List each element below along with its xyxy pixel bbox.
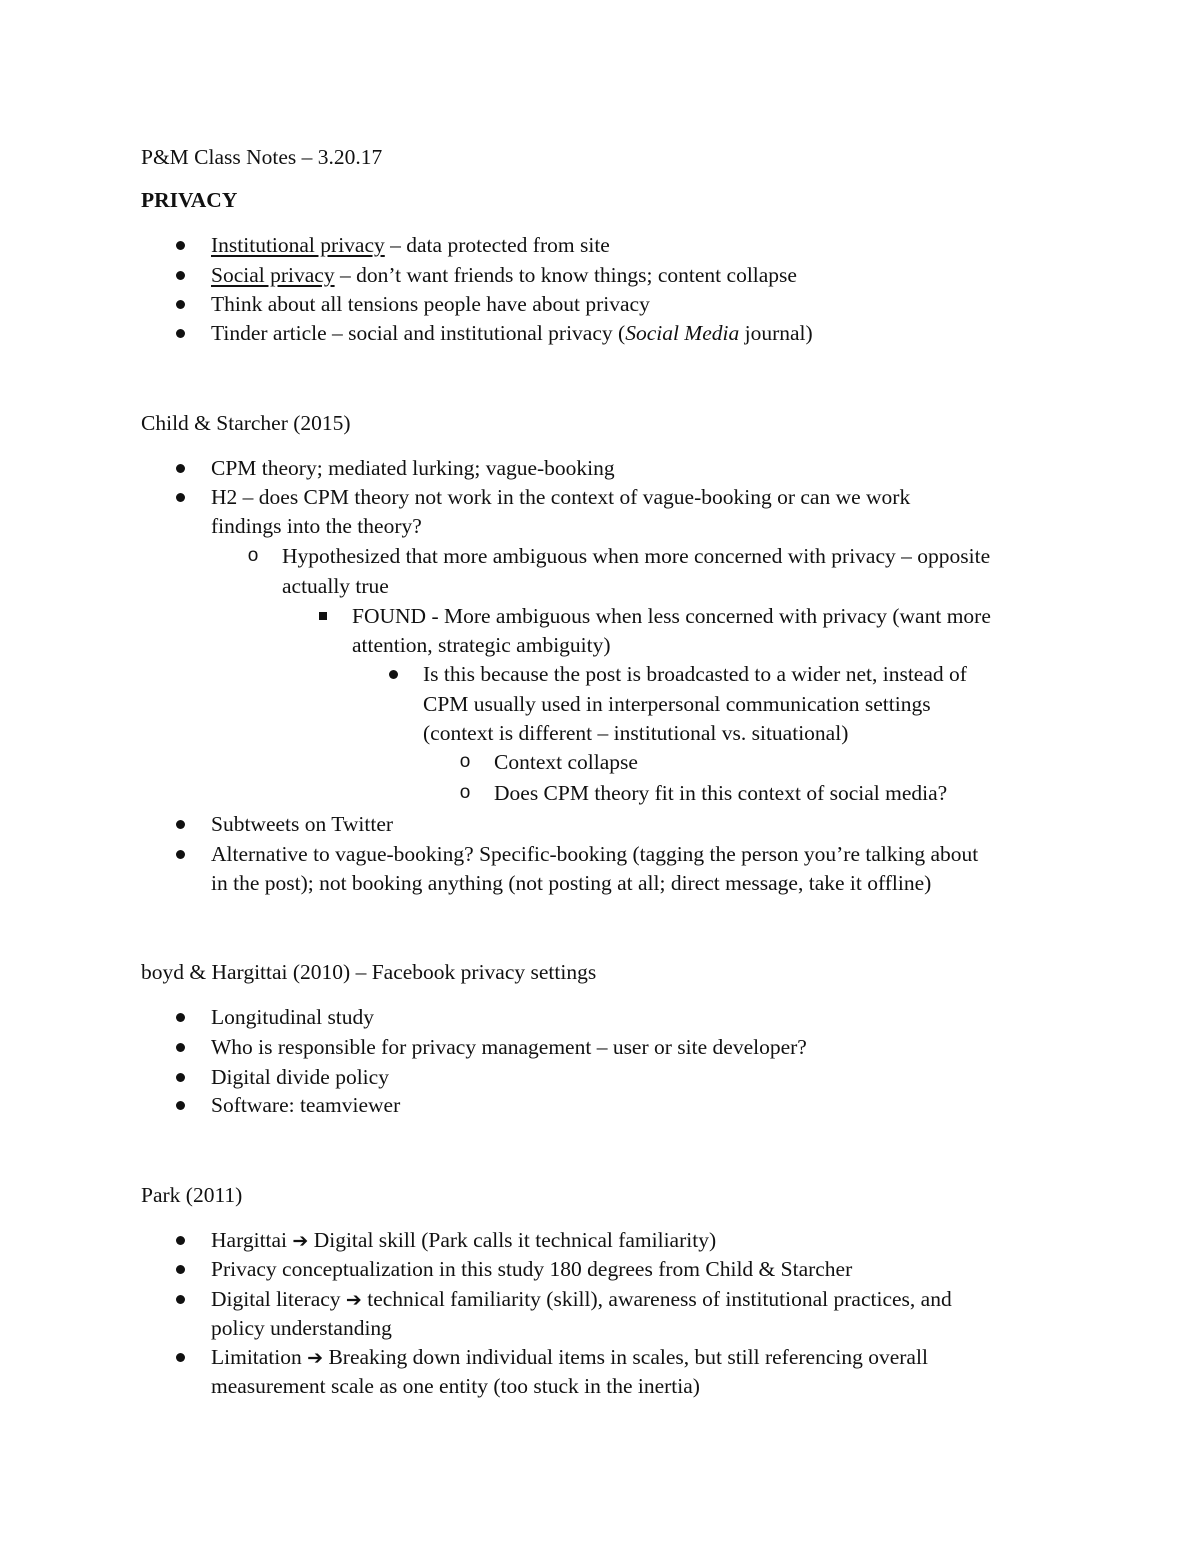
bullet-dot: [170, 1091, 190, 1119]
bullet-dot: [170, 1343, 190, 1371]
term-institutional-privacy: Institutional privacy: [211, 233, 385, 257]
bullet-dot: [383, 660, 403, 688]
list-item: Think about all tensions people have about privacy: [211, 292, 650, 316]
list-item: [211, 261, 797, 289]
sub-list-item: Hypothesized that more ambiguous when more concerned with privacy – opposite: [282, 544, 991, 568]
list-item-text: Breaking down individual items in scales, but still referencing overall: [328, 1345, 928, 1369]
list-item-continuation: findings into the theory?: [211, 514, 422, 538]
journal-title: Social Media: [625, 321, 740, 345]
list-item: Software: teamviewer: [211, 1093, 401, 1117]
level5-list-item: Does CPM theory fit in this context of social media?: [494, 781, 948, 805]
bullet-dot: [170, 1063, 190, 1091]
bullet-dot: [170, 454, 190, 482]
bullet-dot: [170, 810, 190, 838]
level4-list-item: Is this because the post is broadcasted to a wider net, instead of: [423, 662, 967, 686]
list-item: Longitudinal study: [211, 1005, 375, 1029]
list-item-continuation: in the post); not booking anything (not posting at all; direct message, take it offline): [211, 871, 932, 895]
list-item-text: – don’t want friends to know things; content collapse: [334, 263, 797, 287]
level4-list-item-continuation: CPM usually used in interpersonal communication settings: [423, 692, 931, 716]
list-item: [211, 231, 610, 259]
list-item: Alternative to vague-booking? Specific-booking (tagging the person you’re talking about: [211, 842, 979, 866]
list-item: [211, 1226, 716, 1255]
doc-title: P&M Class Notes – 3.20.17: [141, 145, 383, 169]
list-item-continuation: policy understanding: [211, 1316, 392, 1340]
section-heading-boyd-hargittai: boyd & Hargittai (2010) – Facebook privacy settings: [141, 960, 597, 984]
bullet-dot: [170, 483, 190, 511]
bullet-dot: [170, 261, 190, 289]
bullet-dot: [170, 1033, 190, 1061]
bullet-dot: [170, 231, 190, 259]
section-heading-park: Park (2011): [141, 1183, 243, 1207]
sub-list-item-continuation: actually true: [282, 574, 389, 598]
level5-list-item: Context collapse: [494, 750, 638, 774]
section-heading-child-starcher: Child & Starcher (2015): [141, 411, 351, 435]
list-item-text: – data protected from site: [384, 233, 610, 257]
sub-sub-list-item: FOUND - More ambiguous when less concerned with privacy (want more: [352, 604, 991, 628]
level4-list-item-continuation: (context is different – institutional vs. situational): [423, 721, 849, 745]
bullet-dot: [170, 1255, 190, 1283]
list-item-continuation: measurement scale as one entity (too stuck in the inertia): [211, 1374, 700, 1398]
list-item-text: Digital literacy: [211, 1287, 341, 1311]
list-item: [211, 1343, 928, 1372]
bullet-hollow: o: [247, 545, 259, 566]
list-item: CPM theory; mediated lurking; vague-booking: [211, 456, 615, 480]
bullet-dot: [170, 290, 190, 318]
list-item: Privacy conceptualization in this study 180 degrees from Child & Starcher: [211, 1257, 853, 1281]
term-social-privacy: Social privacy: [211, 263, 335, 287]
sub-sub-list-item-continuation: attention, strategic ambiguity): [352, 633, 611, 657]
list-item-text: Hargittai: [211, 1228, 288, 1252]
arrow-right-icon: ➔: [307, 1347, 324, 1369]
list-item-text: technical familiarity (skill), awareness of institutional practices, and: [367, 1287, 952, 1311]
bullet-dot: [170, 1226, 190, 1254]
bullet-dot: [170, 319, 190, 347]
bullet-hollow: o: [459, 751, 471, 772]
bullet-square: [313, 602, 333, 630]
bullet-dot: [170, 840, 190, 868]
bullet-dot: [170, 1003, 190, 1031]
bullet-dot: [170, 1285, 190, 1313]
list-item: Digital divide policy: [211, 1065, 389, 1089]
list-item-text: Tinder article – social and institutional privacy (: [211, 321, 626, 345]
list-item-text: Limitation: [211, 1345, 302, 1369]
list-item: Who is responsible for privacy management – user or site developer?: [211, 1035, 807, 1059]
list-item-text: Digital skill (Park calls it technical familiarity): [313, 1228, 717, 1252]
arrow-right-icon: ➔: [345, 1289, 362, 1311]
arrow-right-icon: ➔: [292, 1230, 309, 1252]
list-item: Subtweets on Twitter: [211, 812, 394, 836]
list-item: [211, 1285, 952, 1314]
list-item-text: journal): [739, 321, 813, 345]
bullet-hollow: o: [459, 782, 471, 803]
list-item: [211, 319, 813, 347]
list-item: H2 – does CPM theory not work in the context of vague-booking or can we work: [211, 485, 911, 509]
section-heading-privacy: PRIVACY: [141, 188, 238, 212]
